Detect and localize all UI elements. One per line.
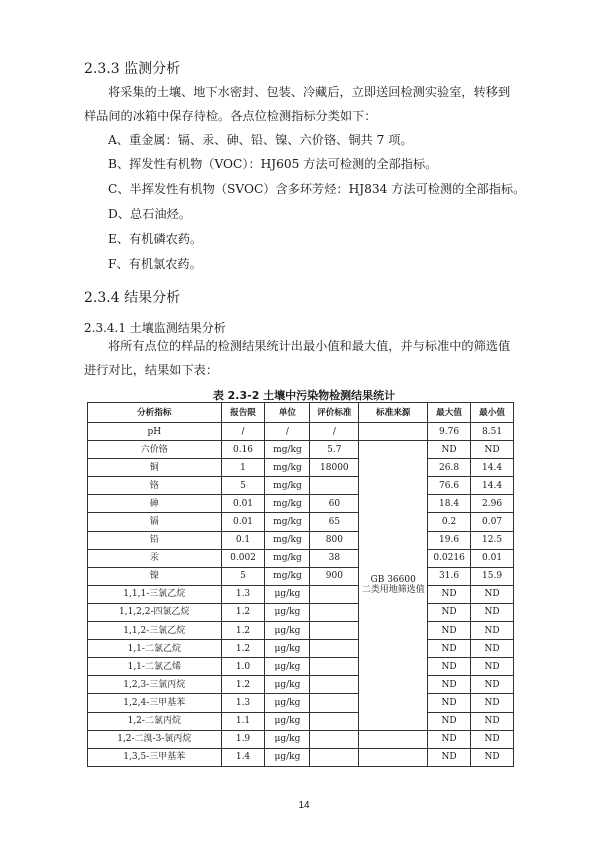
table-header-row xyxy=(88,403,514,423)
cell-evaluation-standard xyxy=(310,676,359,694)
cell-min-value: ND xyxy=(471,730,514,748)
cell-max-value: ND xyxy=(428,640,471,658)
table-row xyxy=(88,567,514,585)
cell-standard-source xyxy=(359,441,428,731)
cell-indicator: 铬 xyxy=(88,477,222,495)
cell-indicator: 1,1,1-三氯乙烷 xyxy=(88,585,222,603)
cell-report-limit: 5 xyxy=(221,567,265,585)
results-paragraph-line-2: 进行对比，结果如下表： xyxy=(84,363,219,377)
cell-report-limit: 1.2 xyxy=(221,603,265,621)
cell-report-limit: 1.1 xyxy=(221,712,265,730)
cell-max-value: 26.8 xyxy=(428,459,471,477)
cell-evaluation-standard: 18000 xyxy=(310,459,359,477)
cell-report-limit: 1.3 xyxy=(221,694,265,712)
cell-indicator: 铜 xyxy=(88,459,222,477)
cell-min-value: 0.07 xyxy=(471,513,514,531)
cell-unit: μg/kg xyxy=(265,676,310,694)
cell-indicator: 1,2-二溴-3-氯丙烷 xyxy=(88,730,222,748)
cell-standard-source-empty xyxy=(359,423,428,441)
cell-report-limit: 0.01 xyxy=(221,513,265,531)
standard-source-category: 二类用地筛选值 xyxy=(361,585,425,596)
cell-indicator: 镉 xyxy=(88,513,222,531)
cell-indicator: 六价铬 xyxy=(88,441,222,459)
cell-min-value: ND xyxy=(471,622,514,640)
intro-paragraph-line-1: 将采集的土壤、地下水密封、包装、冷藏后，立即送回检测实验室，转移到 xyxy=(108,85,511,99)
cell-evaluation-standard xyxy=(310,640,359,658)
cell-max-value: ND xyxy=(428,676,471,694)
table-row xyxy=(88,459,514,477)
cell-min-value: ND xyxy=(471,640,514,658)
table-row xyxy=(88,549,514,567)
cell-evaluation-standard xyxy=(310,730,359,748)
cell-min-value: ND xyxy=(471,694,514,712)
header-max-value: 最大值 xyxy=(428,403,471,423)
table-row xyxy=(88,477,514,495)
cell-indicator: 砷 xyxy=(88,495,222,513)
cell-max-value: 0.2 xyxy=(428,513,471,531)
indicator-item-b: B、挥发性有机物（VOC）：HJ605 方法可检测的全部指标。 xyxy=(108,157,438,171)
cell-report-limit: 0.01 xyxy=(221,495,265,513)
intro-paragraph-line-2: 样品间的冰箱中保存待检。各点位检测指标分类如下： xyxy=(84,109,377,123)
cell-evaluation-standard: 800 xyxy=(310,531,359,549)
table-row xyxy=(88,748,514,766)
cell-report-limit: 0.002 xyxy=(221,549,265,567)
cell-report-limit: 1.4 xyxy=(221,748,265,766)
standard-source-code: GB 36600 xyxy=(370,575,416,586)
cell-report-limit: 1.2 xyxy=(221,640,265,658)
cell-unit: mg/kg xyxy=(265,495,310,513)
cell-evaluation-standard: 5.7 xyxy=(310,441,359,459)
table-row xyxy=(88,513,514,531)
table-row xyxy=(88,441,514,459)
cell-evaluation-standard: / xyxy=(310,423,359,441)
cell-unit: μg/kg xyxy=(265,622,310,640)
results-paragraph-line-1: 将所有点位的样品的检测结果统计出最小值和最大值，并与标准中的筛选值 xyxy=(108,339,511,353)
cell-evaluation-standard xyxy=(310,712,359,730)
cell-max-value: 9.76 xyxy=(428,423,471,441)
cell-indicator: 1,1-二氯乙烯 xyxy=(88,658,222,676)
cell-min-value: 14.4 xyxy=(471,477,514,495)
cell-unit: mg/kg xyxy=(265,531,310,549)
page-number: 14 xyxy=(298,800,310,811)
cell-unit: μg/kg xyxy=(265,712,310,730)
subsection-heading-2-3-4-1: 2.3.4.1 土壤监测结果分析 xyxy=(84,321,226,335)
table-row xyxy=(88,658,514,676)
cell-evaluation-standard xyxy=(310,477,359,495)
cell-min-value: ND xyxy=(471,658,514,676)
header-indicator: 分析指标 xyxy=(88,403,222,423)
indicator-item-c: C、半挥发性有机物（SVOC）含多环芳烃：HJ834 方法可检测的全部指标。 xyxy=(108,182,526,196)
table-row xyxy=(88,603,514,621)
cell-report-limit: / xyxy=(221,423,265,441)
cell-evaluation-standard: 65 xyxy=(310,513,359,531)
indicator-item-a: A、重金属：镉、汞、砷、铅、镍、六价铬、铜共 7 项。 xyxy=(108,133,413,147)
cell-max-value: ND xyxy=(428,441,471,459)
cell-unit: μg/kg xyxy=(265,730,310,748)
cell-indicator: 1,1-二氯乙烷 xyxy=(88,640,222,658)
cell-unit: μg/kg xyxy=(265,748,310,766)
indicator-item-d: D、总石油烃。 xyxy=(108,207,191,221)
header-evaluation-standard: 评价标准 xyxy=(310,403,359,423)
table-row xyxy=(88,423,514,441)
cell-min-value: ND xyxy=(471,441,514,459)
cell-min-value: ND xyxy=(471,748,514,766)
cell-min-value: ND xyxy=(471,676,514,694)
table-row xyxy=(88,712,514,730)
cell-max-value: ND xyxy=(428,748,471,766)
cell-indicator: 1,2,3-三氯丙烷 xyxy=(88,676,222,694)
cell-evaluation-standard: 38 xyxy=(310,549,359,567)
cell-report-limit: 0.16 xyxy=(221,441,265,459)
soil-results-table xyxy=(87,402,514,767)
cell-unit: μg/kg xyxy=(265,640,310,658)
cell-min-value: ND xyxy=(471,712,514,730)
cell-max-value: ND xyxy=(428,712,471,730)
cell-unit: μg/kg xyxy=(265,694,310,712)
cell-report-limit: 1.0 xyxy=(221,658,265,676)
cell-max-value: 0.0216 xyxy=(428,549,471,567)
header-min-value: 最小值 xyxy=(471,403,514,423)
cell-unit: mg/kg xyxy=(265,549,310,567)
table-row xyxy=(88,676,514,694)
cell-max-value: 76.6 xyxy=(428,477,471,495)
cell-unit: / xyxy=(265,423,310,441)
table-row xyxy=(88,640,514,658)
table-caption: 表 2.3-2 土壤中污染物检测结果统计 xyxy=(212,389,396,402)
header-standard-source: 标准来源 xyxy=(359,403,428,423)
cell-min-value: 15.9 xyxy=(471,567,514,585)
cell-evaluation-standard: 60 xyxy=(310,495,359,513)
cell-indicator: 1,2-二氯丙烷 xyxy=(88,712,222,730)
header-unit: 单位 xyxy=(265,403,310,423)
cell-standard-source-empty xyxy=(359,748,428,766)
cell-indicator: 1,1,2,2-四氯乙烷 xyxy=(88,603,222,621)
header-report-limit: 报告限 xyxy=(221,403,265,423)
cell-min-value: 14.4 xyxy=(471,459,514,477)
cell-min-value: 0.01 xyxy=(471,549,514,567)
section-heading-2-3-3: 2.3.3 监测分析 xyxy=(84,61,181,77)
cell-report-limit: 1.2 xyxy=(221,676,265,694)
cell-standard-source-empty xyxy=(359,730,428,748)
table-row xyxy=(88,730,514,748)
cell-report-limit: 1 xyxy=(221,459,265,477)
section-heading-2-3-4: 2.3.4 结果分析 xyxy=(84,290,181,306)
cell-unit: mg/kg xyxy=(265,459,310,477)
cell-max-value: 18.4 xyxy=(428,495,471,513)
cell-report-limit: 0.1 xyxy=(221,531,265,549)
cell-evaluation-standard xyxy=(310,748,359,766)
cell-unit: mg/kg xyxy=(265,477,310,495)
cell-max-value: 19.6 xyxy=(428,531,471,549)
cell-max-value: ND xyxy=(428,603,471,621)
cell-min-value: 2.96 xyxy=(471,495,514,513)
cell-evaluation-standard xyxy=(310,658,359,676)
table-row xyxy=(88,694,514,712)
cell-unit: mg/kg xyxy=(265,513,310,531)
cell-indicator: 镍 xyxy=(88,567,222,585)
cell-report-limit: 1.2 xyxy=(221,622,265,640)
cell-unit: μg/kg xyxy=(265,585,310,603)
table-row xyxy=(88,531,514,549)
cell-max-value: ND xyxy=(428,622,471,640)
cell-max-value: ND xyxy=(428,585,471,603)
cell-evaluation-standard xyxy=(310,585,359,603)
cell-report-limit: 1.9 xyxy=(221,730,265,748)
cell-min-value: 8.51 xyxy=(471,423,514,441)
cell-indicator: pH xyxy=(88,423,222,441)
cell-unit: mg/kg xyxy=(265,567,310,585)
cell-min-value: 12.5 xyxy=(471,531,514,549)
cell-evaluation-standard: 900 xyxy=(310,567,359,585)
cell-unit: mg/kg xyxy=(265,441,310,459)
cell-unit: μg/kg xyxy=(265,603,310,621)
cell-indicator: 1,1,2-三氯乙烷 xyxy=(88,622,222,640)
cell-max-value: ND xyxy=(428,694,471,712)
cell-evaluation-standard xyxy=(310,622,359,640)
cell-evaluation-standard xyxy=(310,694,359,712)
cell-report-limit: 1.3 xyxy=(221,585,265,603)
cell-max-value: ND xyxy=(428,730,471,748)
cell-min-value: ND xyxy=(471,603,514,621)
cell-indicator: 铅 xyxy=(88,531,222,549)
cell-evaluation-standard xyxy=(310,603,359,621)
cell-min-value: ND xyxy=(471,585,514,603)
cell-indicator: 1,3,5-三甲基苯 xyxy=(88,748,222,766)
cell-unit: μg/kg xyxy=(265,658,310,676)
cell-max-value: ND xyxy=(428,658,471,676)
cell-max-value: 31.6 xyxy=(428,567,471,585)
indicator-item-f: F、有机氯农药。 xyxy=(108,257,202,271)
cell-indicator: 汞 xyxy=(88,549,222,567)
table-row xyxy=(88,495,514,513)
cell-report-limit: 5 xyxy=(221,477,265,495)
cell-indicator: 1,2,4-三甲基苯 xyxy=(88,694,222,712)
indicator-item-e: E、有机磷农药。 xyxy=(108,232,203,246)
table-row xyxy=(88,622,514,640)
table-row xyxy=(88,585,514,603)
